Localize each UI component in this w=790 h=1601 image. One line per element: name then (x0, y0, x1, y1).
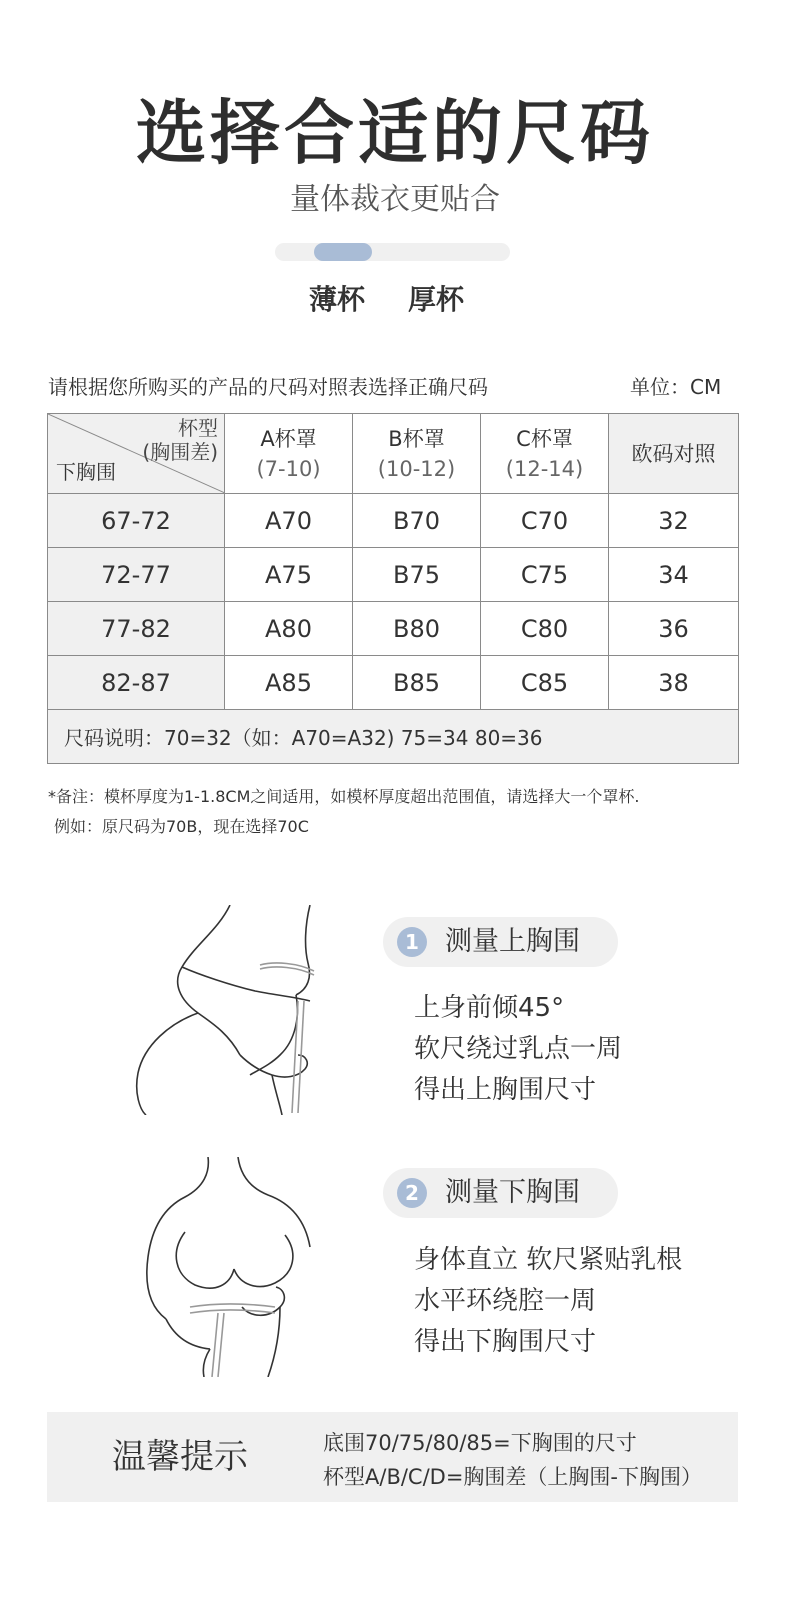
size-note-row (48, 710, 739, 764)
table-header-row (48, 414, 739, 494)
eu-size-cell: 34 (609, 548, 739, 602)
tips-box (47, 1412, 738, 1502)
cup-slider-track[interactable] (275, 243, 510, 261)
column-name: C杯罩 (516, 426, 573, 451)
size-cell: A70 (225, 494, 353, 548)
remark-line-2: 例如：原尺码为70B，现在选择70C (54, 817, 309, 836)
corner-header (48, 414, 225, 494)
corner-header-top (142, 416, 218, 464)
band-cell: 72-77 (48, 548, 225, 602)
column-range: (7-10) (256, 456, 321, 481)
step-2-pill (383, 1168, 618, 1218)
size-cell: B85 (353, 656, 481, 710)
underbust-illustration (130, 1157, 340, 1377)
step-1-line: 软尺绕过乳点一周 (414, 1034, 623, 1064)
step-1-pill (383, 917, 618, 967)
eu-size-cell: 38 (609, 656, 739, 710)
tips-line-2: 杯型A/B/C/D=胸围差（上胸围-下胸围） (323, 1465, 703, 1489)
tips-lines (323, 1426, 702, 1494)
page-title: 选择合适的尺码 (136, 92, 654, 174)
size-chart-intro: 请根据您所购买的产品的尺码对照表选择正确尺码 (48, 375, 488, 399)
table-row (48, 602, 739, 656)
table-row (48, 494, 739, 548)
size-chart-table (47, 413, 739, 764)
table-row (48, 656, 739, 710)
column-name: A杯罩 (260, 426, 317, 451)
step-2-title: 测量下胸围 (445, 1177, 580, 1208)
column-header-a (225, 414, 353, 494)
column-header-eu (609, 414, 739, 494)
step-2-number-badge: 2 (397, 1178, 427, 1208)
eu-size-cell: 36 (609, 602, 739, 656)
step-2-line: 水平环绕腔一周 (414, 1286, 597, 1316)
size-cell: C80 (481, 602, 609, 656)
band-cell: 77-82 (48, 602, 225, 656)
eu-size-cell: 32 (609, 494, 739, 548)
step-2-line: 身体直立 软尺紧贴乳根 (414, 1245, 683, 1275)
column-range: (10-12) (377, 456, 456, 481)
band-cell: 82-87 (48, 656, 225, 710)
column-range: (12-14) (505, 456, 584, 481)
cup-slider-thumb[interactable] (314, 243, 372, 261)
cup-type-label: 杯型 (178, 416, 218, 440)
size-cell: B70 (353, 494, 481, 548)
band-cell: 67-72 (48, 494, 225, 548)
page-subtitle: 量体裁衣更贴合 (290, 182, 500, 217)
step-1-instructions (414, 988, 622, 1111)
tab-thick-cup[interactable]: 厚杯 (408, 283, 465, 316)
size-chart-unit: 单位：CM (630, 375, 722, 399)
column-header-c (481, 414, 609, 494)
tab-thin-cup[interactable]: 薄杯 (309, 283, 366, 316)
bust-diff-label: (胸围差) (142, 440, 218, 464)
tips-title: 温馨提示 (112, 1437, 248, 1477)
tips-line-1: 底围70/75/80/85=下胸围的尺寸 (323, 1431, 637, 1455)
column-name: B杯罩 (388, 426, 445, 451)
step-1-line: 得出上胸围尺寸 (414, 1075, 597, 1105)
size-note: 尺码说明：70=32（如：A70=A32) 75=34 80=36 (48, 710, 739, 764)
step-1-title: 测量上胸围 (445, 926, 580, 957)
column-name: 欧码对照 (631, 441, 716, 466)
size-cell: A80 (225, 602, 353, 656)
step-2-instructions (414, 1240, 682, 1363)
upper-bust-illustration (100, 905, 350, 1115)
remark-line-1: *备注：模杯厚度为1-1.8CM之间适用，如模杯厚度超出范围值，请选择大一个罩杯. (48, 787, 640, 806)
table-row (48, 548, 739, 602)
size-cell: B75 (353, 548, 481, 602)
size-cell: C85 (481, 656, 609, 710)
size-cell: B80 (353, 602, 481, 656)
size-cell: A75 (225, 548, 353, 602)
step-2-line: 得出下胸围尺寸 (414, 1327, 597, 1357)
size-cell: A85 (225, 656, 353, 710)
step-1-line: 上身前倾45° (414, 993, 565, 1023)
column-header-b (353, 414, 481, 494)
size-cell: C70 (481, 494, 609, 548)
step-1-number-badge: 1 (397, 927, 427, 957)
remark (48, 782, 639, 842)
size-cell: C75 (481, 548, 609, 602)
underbust-label: 下胸围 (56, 460, 116, 484)
